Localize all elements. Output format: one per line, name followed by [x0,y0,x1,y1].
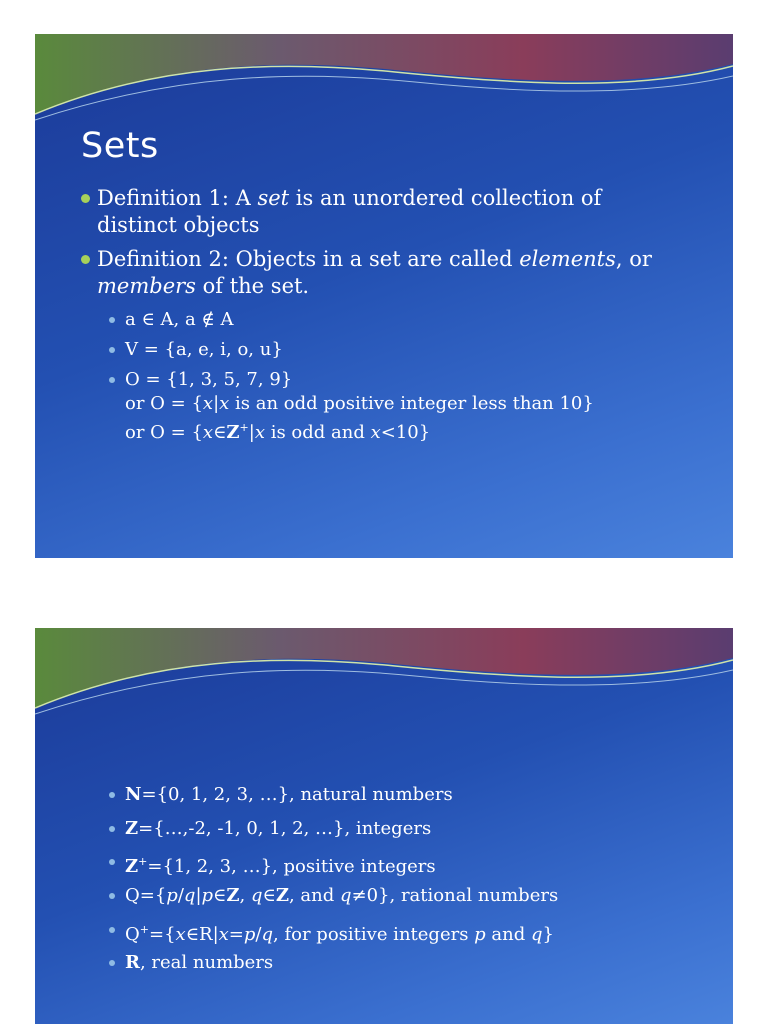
bullet-icon [109,927,115,933]
header-wave-decoration [35,628,733,718]
text: elements [519,247,616,271]
text: Definition 1: A [97,186,258,210]
text: or O = {x∈Z+|x is odd and x<10} [125,421,431,443]
bullet-icon [109,347,115,353]
text: a ∈ A, a ∉ A [125,309,234,330]
text: set [257,186,290,210]
text: members [97,274,196,298]
text: is an unordered collection of [289,186,602,210]
list-item-integers: Z={…,-2, -1, 0, 1, 2, …}, integers [107,817,725,841]
text: O = {1, 3, 5, 7, 9} [125,369,293,390]
bullet-icon [109,859,115,865]
definition-2 [75,246,717,300]
bullet-icon [81,255,90,264]
bullet-icon [81,194,90,203]
bullet-icon [109,893,115,899]
bullet-icon [109,960,115,966]
list-item-rationals: Q={p/q|p∈Z, q∈Z, and q≠0}, rational numbers [107,884,725,908]
bullet-icon [109,317,115,323]
slide-sets [35,34,733,558]
bullet-icon [109,792,115,798]
bullet-icon [109,377,115,383]
definition-1 [75,185,717,239]
list-item-positive-integers: Z+={1, 2, 3, …}, positive integers [107,850,725,879]
text: distinct objects [97,213,260,237]
sub-item-odd-set [107,368,725,445]
slide-number-sets [35,628,733,1024]
list-item-naturals: N={0, 1, 2, 3, …}, natural numbers [107,783,725,807]
text: or O = {x|x is an odd positive integer less than 10} [125,393,594,414]
list-item-reals: R, real numbers [107,951,725,975]
text: of the set. [195,274,310,298]
slide-title: Sets [81,126,159,166]
sub-item-membership [107,308,725,332]
header-wave-decoration [35,34,733,124]
text: Definition 2: Objects in a set are called [97,247,520,271]
text: , or [615,247,652,271]
sub-item-vowels [107,338,725,362]
text: V = {a, e, i, o, u} [125,339,283,360]
bullet-icon [109,826,115,832]
list-item-positive-rationals: Q+={x∈R|x=p/q, for positive integers p and q} [107,918,725,947]
